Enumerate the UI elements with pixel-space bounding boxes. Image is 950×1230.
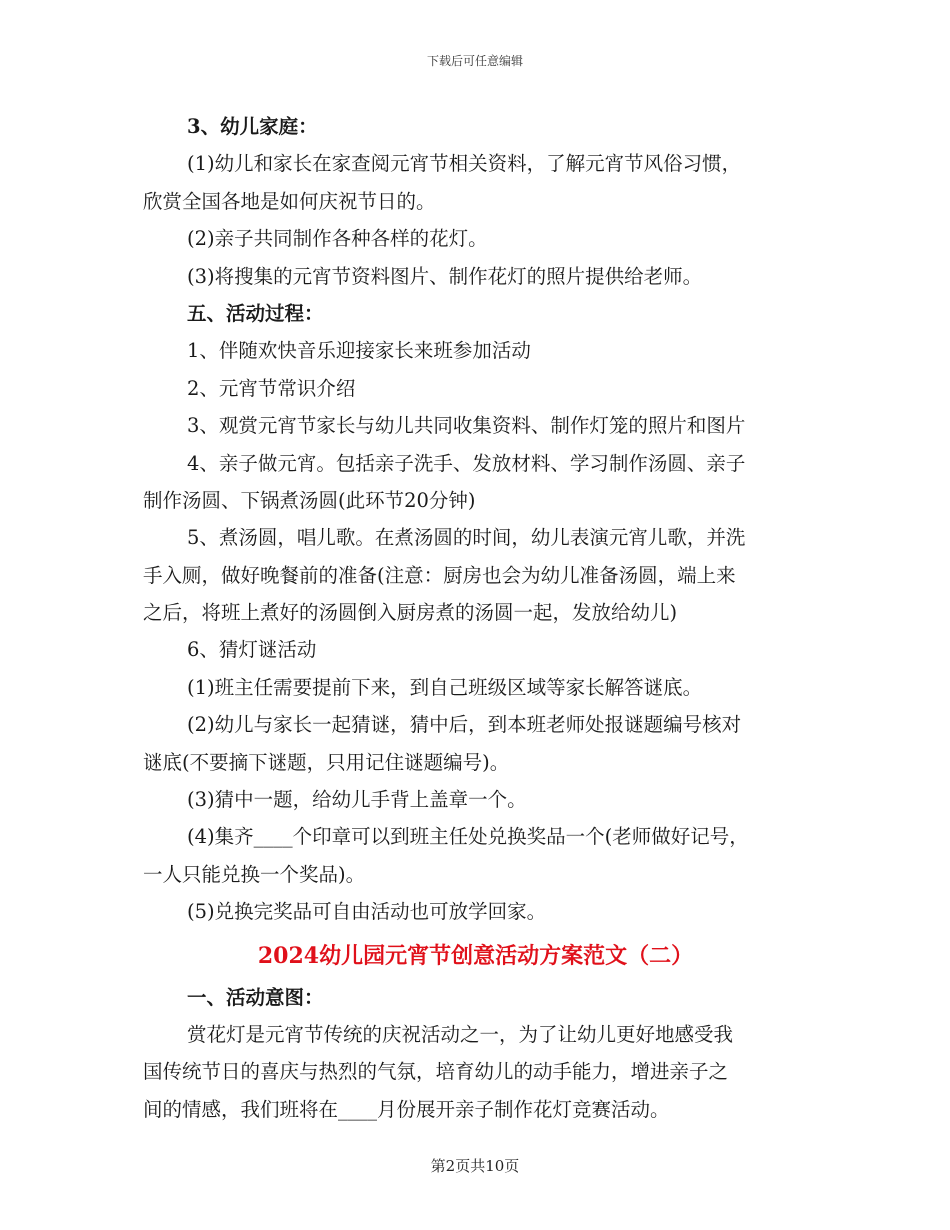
- paragraph-line: 一人只能兑换一个奖品)。: [143, 862, 366, 886]
- paragraph-line: 之后，将班上煮好的汤圆倒入厨房煮的汤圆一起，发放给幼儿): [143, 601, 678, 625]
- page-footer: 第2页共10页: [430, 1157, 520, 1175]
- paragraph-line: 3、观赏元宵节家长与幼儿共同收集资料、制作灯笼的照片和图片: [187, 414, 746, 438]
- paragraph-line: 2、元宵节常识介绍: [187, 376, 356, 400]
- paragraph-line: 赏花灯是元宵节传统的庆祝活动之一，为了让幼儿更好地感受我: [187, 1022, 734, 1046]
- paragraph-line: 国传统节日的喜庆与热烈的气氛，培育幼儿的动手能力，增进亲子之: [143, 1060, 729, 1084]
- paragraph-line: 1、伴随欢快音乐迎接家长来班参加活动: [187, 339, 531, 363]
- paragraph-line: 欣赏全国各地是如何庆祝节日的。: [143, 189, 436, 213]
- paragraph-line: 6、猜灯谜活动: [187, 638, 317, 662]
- paragraph-line: (5)兑换完奖品可自由活动也可放学回家。: [187, 900, 547, 924]
- heading-activity-process: 五、活动过程：: [187, 301, 324, 325]
- paragraph-line: (3)猜中一题，给幼儿手背上盖章一个。: [187, 788, 527, 812]
- section-title: 2024幼儿园元宵节创意活动方案范文（二）: [257, 942, 694, 969]
- paragraph-line: 手入厕，做好晚餐前的准备(注意：厨房也会为幼儿准备汤圆，端上来: [143, 563, 736, 587]
- paragraph-line: 谜底(不要摘下谜题，只用记住谜题编号)。: [143, 750, 510, 774]
- paragraph-line: (4)集齐____个印章可以到班主任处兑换奖品一个(老师做好记号，: [187, 825, 749, 849]
- heading-activity-intent: 一、活动意图：: [187, 985, 324, 1009]
- paragraph-line: (1)班主任需要提前下来，到自己班级区域等家长解答谜底。: [187, 675, 703, 699]
- page-header: 下载后可任意编辑: [426, 54, 523, 68]
- paragraph-line: (3)将搜集的元宵节资料图片、制作花灯的照片提供给老师。: [187, 264, 703, 288]
- paragraph-line: 4、亲子做元宵。包括亲子洗手、发放材料、学习制作汤圆、亲子: [187, 451, 746, 475]
- paragraph-line: (2)亲子共同制作各种各样的花灯。: [187, 227, 488, 251]
- paragraph-line: 间的情感，我们班将在____月份展开亲子制作花灯竞赛活动。: [143, 1097, 670, 1121]
- paragraph-line: 制作汤圆、下锅煮汤圆(此环节20分钟): [143, 488, 476, 512]
- document-body: [143, 108, 808, 1128]
- paragraph-line: 5、煮汤圆，唱儿歌。在煮汤圆的时间，幼儿表演元宵儿歌，并洗: [187, 526, 746, 550]
- paragraph-line: (2)幼儿与家长一起猜谜，猜中后，到本班老师处报谜题编号核对: [187, 713, 742, 737]
- heading-family: 3、幼儿家庭：: [187, 115, 318, 138]
- paragraph-line: (1)幼儿和家长在家查阅元宵节相关资料，了解元宵节风俗习惯，: [187, 152, 742, 176]
